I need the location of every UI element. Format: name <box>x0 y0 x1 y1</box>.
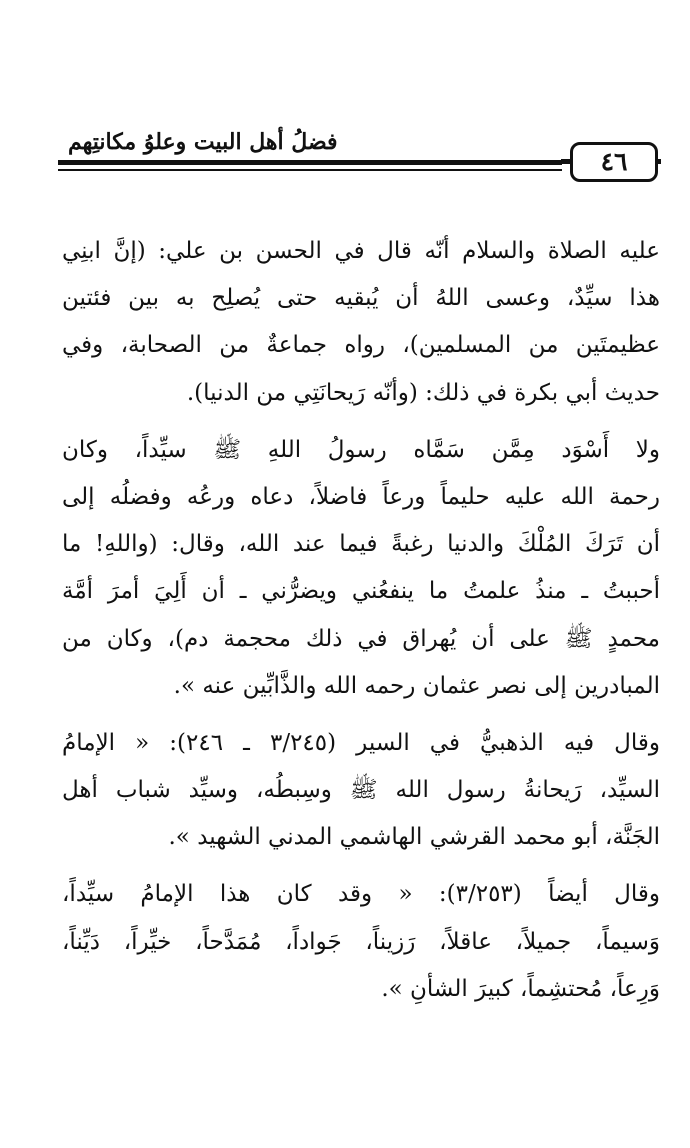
paragraph-gap <box>62 861 660 871</box>
text-line: وَسيماً، جميلاً، عاقلاً، رَزيناً، جَواداً، مُمَدَّحاً، خيِّراً، دَيِّناً، <box>62 928 660 955</box>
paragraph-2 <box>62 427 660 710</box>
text-line: رحمة الله عليه حليماً ورعاً فاضلاً، دعاه ورعُه وفضلُه إلى <box>62 483 660 510</box>
text-line: حديث أبي بكرة في ذلك: (وأنّه رَيحانَتِي من الدنيا). <box>186 379 660 406</box>
text-line: عليه الصلاة والسلام أنّه قال في الحسن بن علي: (إنَّ ابنِي <box>62 238 660 264</box>
text-line: الجَنَّة، أبو محمد القرشي الهاشمي المدني الشهيد ». <box>168 824 660 851</box>
paragraph-gap <box>62 710 660 720</box>
text-line: ولا أَسْوَد مِمَّن سَمَّاه رسولُ اللهِ ﷺ سيِّداً، وكان <box>62 436 660 463</box>
text-line: السيِّد، رَيحانةُ رسول الله ﷺ وسِبطُه، وسيِّد شباب أهل <box>62 777 660 804</box>
page-body <box>62 228 660 1013</box>
header-title: فضلُ أهل البيت وعلوُ مكانتِهم <box>68 129 338 155</box>
paragraph-4 <box>62 871 660 1013</box>
text-line: وقال أيضاً (٣/٢٥٣): « وقد كان هذا الإمامُ سيِّداً، <box>62 881 660 908</box>
paragraph-gap <box>62 417 660 427</box>
text-line: وَرِعاً، مُحتشِماً، كبيرَ الشأنِ ». <box>381 975 660 1002</box>
header-rule-thin <box>58 169 562 171</box>
running-header <box>58 128 658 190</box>
text-line: وقال فيه الذهبيُّ في السير (٣/٢٤٥ ـ ٢٤٦): « الإمامُ <box>62 729 660 756</box>
paragraph-1 <box>62 228 660 417</box>
text-line: أحببتُ ـ منذُ علمتُ ما ينفعُني ويضرُّني ـ أن أَلِيَ أمرَ أمَّة <box>62 578 660 605</box>
text-line: محمدٍ ﷺ على أن يُهراق في ذلك محجمة دم)، وكان من <box>62 625 660 652</box>
text-line: هذا سيِّدٌ، وعسى اللهُ أن يُبقيه حتى يُصلِح به بين فئتين <box>62 285 660 312</box>
header-rule-thick <box>58 160 562 165</box>
text-line: المبادرين إلى نصر عثمان رحمه الله والذَّابِّين عنه ». <box>173 672 660 699</box>
text-line: عظيمتَين من المسلمين)، رواه جماعةٌ من الصحابة، وفي <box>62 332 660 359</box>
page-number: ٤٦ <box>570 142 658 182</box>
paragraph-3 <box>62 720 660 862</box>
text-line: أن تَرَكَ المُلْكَ والدنيا رغبةً فيما عند الله، وقال: (واللهِ! ما <box>62 531 660 558</box>
